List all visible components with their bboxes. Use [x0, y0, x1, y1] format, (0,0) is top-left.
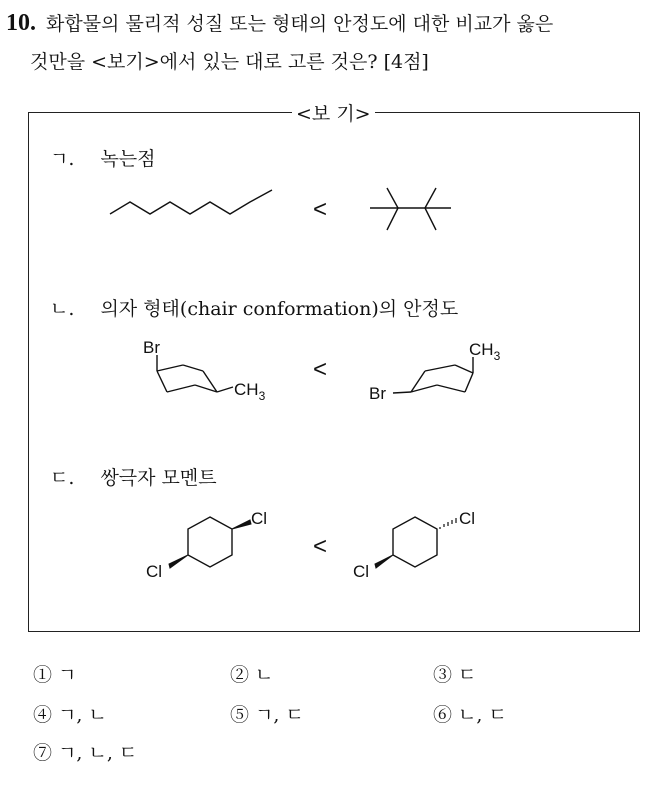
- item-b-text: 의자 형태(chair conformation)의 안정도: [100, 298, 459, 320]
- cis-dichlorocyclohexane-structure: [353, 505, 510, 590]
- bogi-box-title: <보 기>: [292, 99, 375, 126]
- chair-right-br-label: Br: [369, 384, 386, 403]
- choice-2[interactable]: ② ㄴ: [230, 664, 274, 686]
- dichloro-right-top-cl: Cl: [459, 509, 476, 528]
- choice-4[interactable]: ④ ㄱ, ㄴ: [33, 704, 107, 726]
- item-c: [50, 463, 217, 490]
- chair-left-br-label: Br: [143, 338, 160, 357]
- item-a: [50, 144, 156, 171]
- chair-left-ch3-label: $CH_3$: [234, 380, 266, 403]
- choice-1[interactable]: ① ㄱ: [33, 664, 77, 686]
- tetramethylbutane-structure: [365, 180, 455, 240]
- question-stem-2: 것만을 <보기>에서 있는 대로 고른 것은? [4점]: [30, 51, 429, 73]
- question-stem-1: 화합물의 물리적 성질 또는 형태의 안정도에 대한 비교가 옳은: [46, 13, 554, 35]
- trans-dichlorocyclohexane-structure: [140, 505, 280, 590]
- choice-7[interactable]: ⑦ ㄱ, ㄴ, ㄷ: [33, 742, 138, 764]
- chair-axial-br-structure: [135, 335, 285, 410]
- chair-right-ch3-label: $CH_3$: [469, 340, 501, 363]
- question-number: 10.: [6, 10, 36, 36]
- item-a-marker: ㄱ.: [50, 148, 75, 170]
- comparator-a: <: [313, 196, 328, 223]
- choice-3[interactable]: ③ ㄷ: [433, 664, 477, 686]
- dichloro-left-top-cl: Cl: [251, 509, 268, 528]
- octane-structure: [100, 180, 280, 240]
- item-c-text: 쌍극자 모멘트: [100, 467, 217, 489]
- item-c-marker: ㄷ.: [50, 467, 75, 489]
- item-a-text: 녹는점: [100, 148, 156, 170]
- item-b-marker: ㄴ.: [50, 298, 75, 320]
- dichloro-left-bottom-cl: Cl: [146, 562, 163, 581]
- choice-6[interactable]: ⑥ ㄴ, ㄷ: [433, 704, 507, 726]
- comparator-b: <: [313, 356, 328, 383]
- chair-axial-ch3-structure: [365, 335, 515, 410]
- dichloro-right-bottom-cl: Cl: [353, 562, 370, 581]
- comparator-c: <: [313, 533, 328, 560]
- item-b: [50, 294, 458, 321]
- question-line-1: [6, 9, 553, 37]
- choice-5[interactable]: ⑤ ㄱ, ㄷ: [230, 704, 304, 726]
